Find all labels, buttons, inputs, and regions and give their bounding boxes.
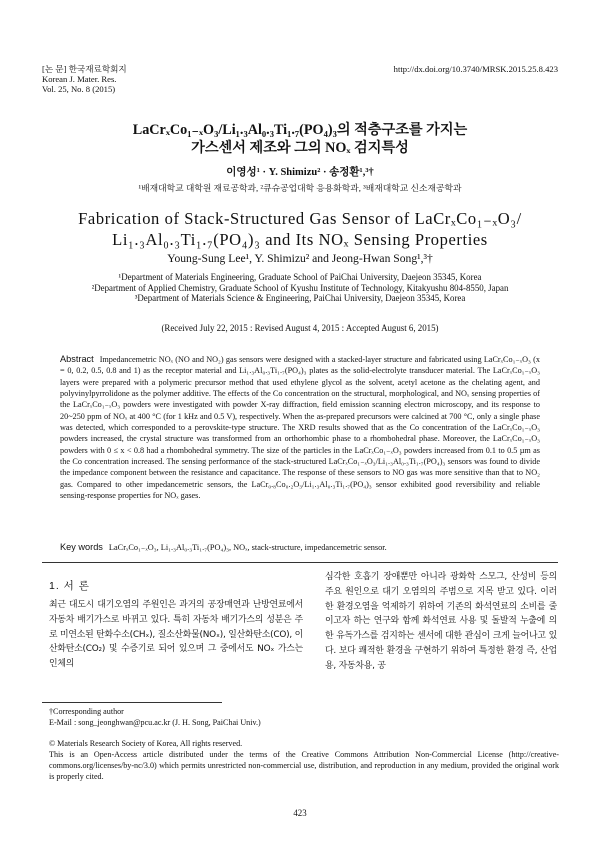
abstract-text: Impedancemetric NOₓ (NO and NO₂) gas sensors were designed with a stacked-layer structure and fabricated using LaCrₓCo₁₋ₓO₃ (x = 0, 0.2, 0.5, 0.8 and 1) as the receptor material and Li₁.₃Al₀.₃Ti₁.₇(PO₄)₃ plates as the solid-electrolyte transducer material. The LaCrₓCo₁₋ₓO₃ layers were prepared with a polymeric precursor method that used ethylene glycol as the solvent, acetyl acetone as the chelating agent, and polyvinylpyrrolidone as the polymer additive. The effects of the Co concentration on the structural, morphological, and NOₓ sensing properties of the LaCrₓCo₁₋ₓO₃ powders were investigated with powder X-ray diffraction, field emission scanning electron microscopy, and its response to 20~250 ppm of NOₓ at 400 °C (for 1 kHz and 0.5 V), respectively. When the as-prepared precursors were calcined at 700 °C, only a single phase was detected, which corresponded to a perovskite-type structure. The XRD results showed that as the Co concentration of the LaCrₓCo₁₋ₓO₃ powders increased, the crystal structure was transformed from an orthorhombic phase to a rhombohedral phase. Moreover, the LaCrₓCo₁₋ₓO₃ powders with 0 ≤ x < 0.8 had a rhombohedral symmetry. The size of the particles in the LaCrₓCo₁₋ₓO₃ powders increased from 0.1 to 0.5 µm as the Co concentration increased. The sensing performance of the stack-structured LaCrₓCo₁₋ₓO₃/Li₁.₃Al₀.₃Ti₁.₇(PO₄)₃ sensors was found to divide the impedance component between the resistance and capacitance. The response of these sensors to NO gas was more sensitive than that to NO₂ gas. Compared to other impedancemetric sensors, the LaCr₀.₈Co₀.₂O₃/Li₁.₃Al₀.₃Ti₁.₇(PO₄)₃ sensor exhibited good reversibility and reliable sensing-response properties for NOₓ gases. [60, 355, 540, 501]
keywords-label: Key words [60, 542, 103, 552]
affiliation-1: ¹Department of Materials Engineering, Graduate School of PaiChai University, Daejeon 35345, Korea [118, 272, 482, 282]
abstract-label: Abstract [60, 354, 94, 364]
korean-authors: 이영성¹ · Y. Shimizu² · 송정환¹,³† [226, 167, 374, 178]
footnote-rule [42, 702, 222, 703]
divider [42, 562, 558, 563]
keywords [60, 542, 540, 552]
body-column-right: 심각한 호흡기 장애뿐만 아니라 광화학 스모그, 산성비 등의 주요 원인으로 대기 오염의의 주범으로 지목 받고 있다. 이러한 환경오염을 억제하기 위하여 기존의 화석연료의 소비를 줄이고자 하는 연구와 함께 화석연료 사용 및 돌발적 누출에 의한 유독가스를 검지하는 센서에 대한 관심이 크게 늘어나고 있다. 보다 쾌적한 환경을 구현하기 위하여 특정한 환경 즉, 산업용, 자동차용, 공 [325, 572, 557, 671]
received-dates: (Received July 22, 2015 : Revised August 4, 2015 : Accepted August 6, 2015) [161, 323, 439, 333]
footnote [49, 707, 559, 728]
doi-link[interactable]: http://dx.doi.org/10.3740/MRSK.2015.25.8.423 [393, 64, 558, 74]
journal-volume: Vol. 25, No. 8 (2015) [42, 84, 116, 94]
journal-english-name: Korean J. Mater. Res. [42, 74, 117, 84]
english-authors: Young-Sung Lee¹, Y. Shimizu² and Jeong-Hwan Song¹,³† [167, 252, 433, 265]
copyright-line: © Materials Research Society of Korea, All rights reserved. [49, 739, 243, 748]
journal-type-line: [논 문] 한국재료학회지 [42, 64, 127, 74]
korean-title-line1: LaCrₓCo₁₋ₓO₃/Li₁.₃Al₀.₃Ti₁.₇(PO₄)₃의 적층구조를 가지는 [132, 122, 468, 138]
affiliation-2: ²Department of Applied Chemistry, Graduate School of Kyushu Institute of Technology, Kitakyushu 804-8550, Japan [91, 282, 509, 293]
corresponding-author: †Corresponding author [49, 707, 124, 716]
author-email: E-Mail : song_jeonghwan@pcu.ac.kr (J. H. Song, PaiChai Univ.) [49, 717, 261, 727]
korean-affiliations: ¹배재대학교 대학원 재료공학과, ²큐슈공업대학 응용화학과, ³배재대학교 신소재공학과 [138, 183, 462, 193]
korean-title-line2: 가스센서 제조와 그의 NOₓ 검지특성 [191, 140, 409, 156]
page-number: 423 [293, 808, 307, 818]
section-heading: 1. 서 론 [49, 580, 90, 592]
license-text: This is an Open-Access article distributed under the terms of the Creative Commons Attribution Non-Commercial License (http://creative-commons.org/licenses/by-nc/3.0) which permits unrestricted non-commercial use, distribution, and reproduction in any medium, provided the original work is properly cited. [49, 750, 559, 781]
english-affiliations [0, 272, 600, 304]
body-column-left: 최근 대도시 대기오염의 주원인은 과거의 공장매연과 난방연료에서 자동차 배기가스로 바뀌고 있다. 특히 자동차 배기가스의 성분은 주로 미연소된 탄화수소(CHₓ), 질소산화물(NOₓ), 일산화탄소(CO), 이산화탄소(CO₂) 및 수증기로 되어 있으며 그 중에서도 NOₓ 가스는 인체의 [49, 600, 303, 670]
english-title-line2: Li₁.₃Al₀.₃Ti₁.₇(PO₄)₃ and Its NOₓ Sensing Properties [112, 230, 488, 249]
affiliation-3: ³Department of Materials Science & Engineering, PaiChai University, Daejeon 35345, Korea [134, 293, 466, 304]
license [49, 738, 559, 782]
keywords-text: LaCrₓCo₁₋ₓO₃, Li₁.₃Al₀.₃Ti₁.₇(PO₄)₃, NOₓ, stack-structure, impedancemetric sensor. [108, 543, 387, 552]
journal-header [42, 64, 127, 94]
abstract [60, 354, 540, 501]
english-title-line1: Fabrication of Stack-Structured Gas Sensor of LaCrₓCo₁₋ₓO₃/ [78, 209, 522, 228]
